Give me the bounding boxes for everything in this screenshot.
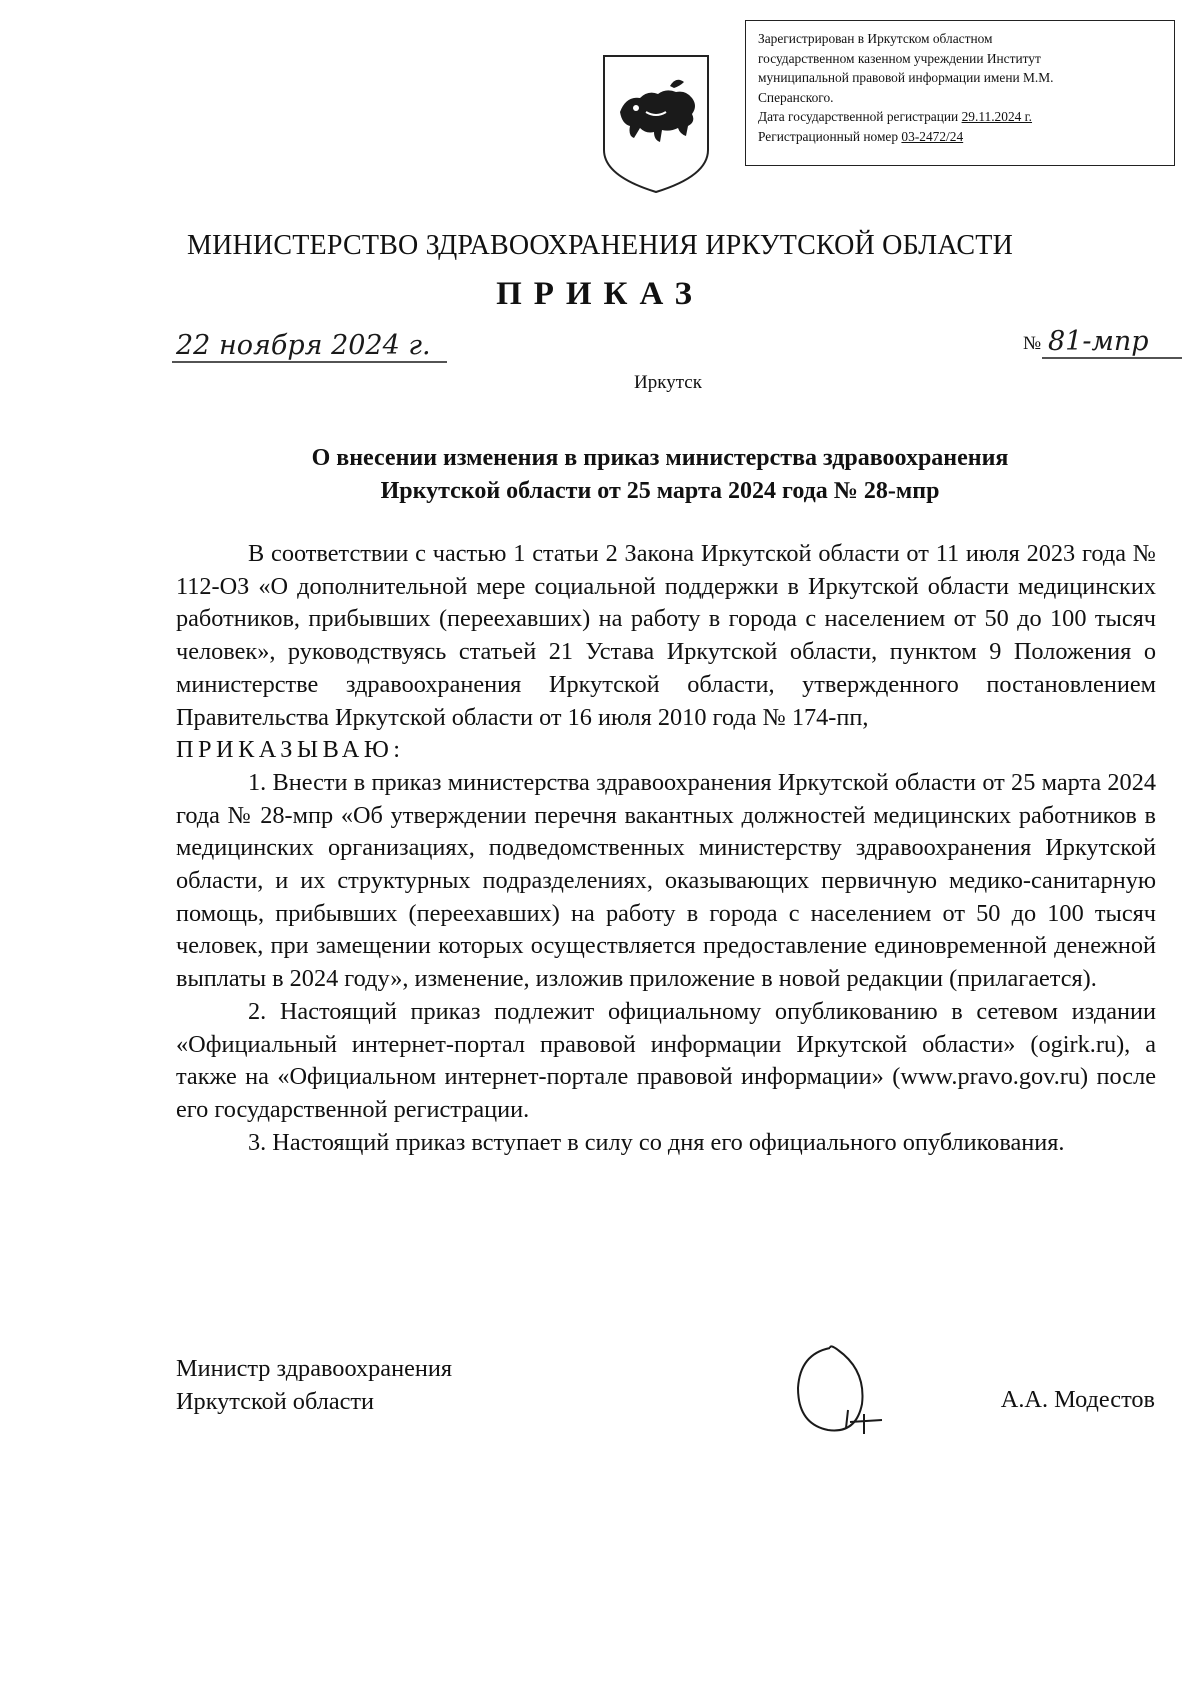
handwritten-date-text: 22 ноября 2024 г. bbox=[176, 330, 431, 361]
item-1-paragraph: 1. Внести в приказ министерства здравоохранения Иркутской области от 25 марта 2024 года № 28-мпр «Об утверждении перечня вакантных должностей медицинских работников в медицинских организациях, подведомственных министерству здравоохранения Иркутской области, и их структурных подразделениях, оказывающих первичную медико-санитарную помощь, прибывших (переехавших) на работу в города с населением от 50 до 100 тысяч человек, при замещении которых осуществляется предоставление единовременной денежной выплаты в 2024 году», изменение, изложив приложение в новой редакции (прилагается). bbox=[176, 768, 1156, 993]
registration-number-value: 03-2472/24 bbox=[901, 128, 964, 144]
handwritten-date bbox=[172, 318, 462, 378]
ministry-name: МИНИСТЕРСТВО ЗДРАВООХРАНЕНИЯ ИРКУТСКОЙ ОБЛАСТИ bbox=[186, 230, 1013, 261]
registration-line-2: государственном казенном учреждении Институт bbox=[758, 50, 1041, 66]
signatory-name: А.А. Модестов bbox=[1000, 1386, 1155, 1413]
item-3-paragraph: 3. Настоящий приказ вступает в силу со дня его официального опубликования. bbox=[248, 1128, 1065, 1156]
preamble-paragraph: В соответствии с частью 1 статьи 2 Закона Иркутской области от 11 июля 2023 года № 112-ОЗ «О дополнительной мере социальной поддержки в Иркутской области медицинских работников, прибывших (переехавших) на работу в города с населением от 50 до 100 тысяч человек», руководствуясь статьей 21 Устава Иркутской области, пунктом 9 Положения о министерстве здравоохранения Иркутской области, утвержденного постановлением Правительства Иркутской области от 16 июля 2010 года № 174-пп, bbox=[176, 540, 1156, 731]
coat-of-arms-emblem bbox=[600, 52, 712, 194]
registration-number-row bbox=[758, 127, 1164, 147]
document-body bbox=[176, 538, 1156, 1159]
signatory-position bbox=[176, 1353, 452, 1418]
registration-line-1: Зарегистрирован в Иркутском областном bbox=[758, 31, 993, 46]
registration-line-4: Сперанского. bbox=[758, 89, 834, 105]
handwritten-signature bbox=[790, 1340, 910, 1440]
signatory-position-line-1: Министр здравоохранения bbox=[176, 1355, 453, 1382]
city: Иркутск bbox=[634, 372, 702, 393]
registration-date-label: Дата государственной регистрации bbox=[758, 109, 959, 124]
registration-line-3: муниципальной правовой информации имени М.М. bbox=[758, 70, 1054, 85]
registration-number-label: Регистрационный номер bbox=[758, 128, 899, 144]
title-line-1: О внесении изменения в приказ министерства здравоохранения bbox=[311, 445, 1009, 471]
item-2-paragraph: 2. Настоящий приказ подлежит официальному опубликованию в сетевом издании «Официальный интернет-портал правовой информации Иркутской области» (ogirk.ru), а также на «Официальном интернет-портале правовой информации» (www.pravo.gov.ru) после его государственной регистрации. bbox=[176, 997, 1156, 1123]
registration-date-value: 29.11.2024 г. bbox=[961, 109, 1033, 124]
registration-stamp bbox=[745, 20, 1175, 166]
command-word: ПРИКАЗЫВАЮ: bbox=[176, 736, 405, 764]
order-number-label: № bbox=[1023, 333, 1042, 354]
handwritten-number-text: 81-мпр bbox=[1048, 326, 1149, 357]
document-type: ПРИКАЗ bbox=[496, 276, 704, 312]
title-line-2: Иркутской области от 25 марта 2024 года № 28-мпр bbox=[380, 478, 940, 504]
signatory-position-line-2: Иркутской области bbox=[176, 1387, 375, 1415]
handwritten-order-number bbox=[1042, 316, 1192, 376]
registration-date-row bbox=[758, 107, 1164, 127]
document-title bbox=[180, 442, 1140, 508]
